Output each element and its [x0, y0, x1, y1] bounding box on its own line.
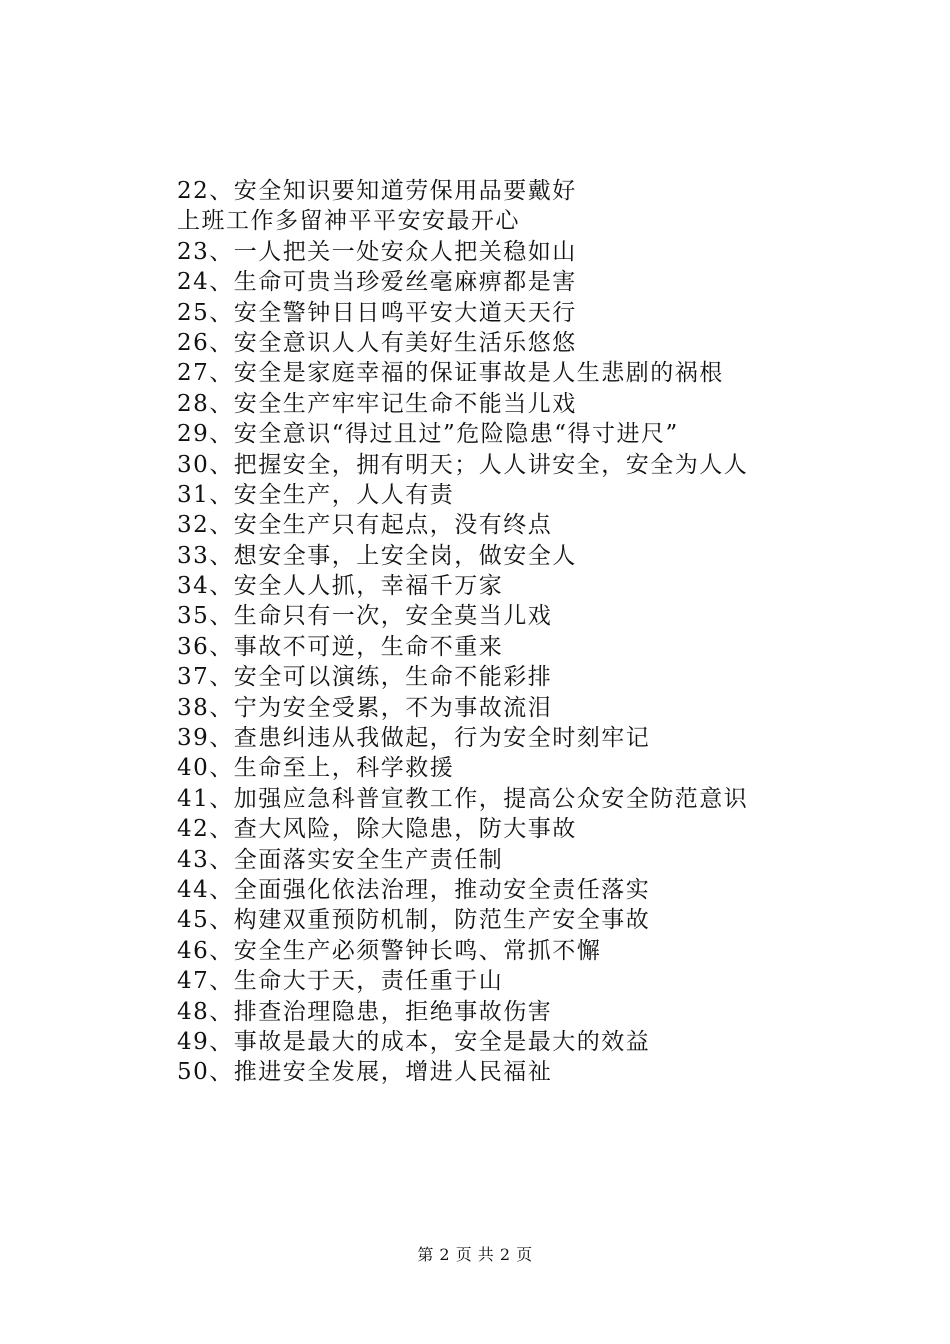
slogan-line: 23、一人把关一处安众人把关稳如山	[177, 238, 577, 265]
slogan-line: 25、安全警钟日日鸣平安大道天天行	[177, 299, 577, 326]
slogan-line: 48、排查治理隐患，拒绝事故伤害	[177, 998, 553, 1025]
slogan-line: 47、生命大于天，责任重于山	[177, 968, 504, 995]
slogan-line: 34、安全人人抓，幸福千万家	[177, 573, 504, 600]
slogan-line: 37、安全可以演练，生命不能彩排	[177, 664, 553, 691]
slogan-line: 27、安全是家庭幸福的保证事故是人生悲剧的祸根	[177, 360, 724, 387]
slogan-line: 35、生命只有一次，安全莫当儿戏	[177, 603, 553, 630]
slogan-line: 38、宁为安全受累，不为事故流泪	[177, 694, 553, 721]
slogan-line: 42、查大风险，除大隐患，防大事故	[177, 816, 577, 843]
slogan-line: 28、安全生产牢牢记生命不能当儿戏	[177, 390, 577, 417]
slogan-line: 33、想安全事，上安全岗，做安全人	[177, 542, 577, 569]
page-footer: 第 2 页 共 2 页	[417, 1245, 533, 1264]
slogan-line: 31、安全生产，人人有责	[177, 481, 455, 508]
slogan-line: 41、加强应急科普宣教工作，提高公众安全防范意识	[177, 785, 749, 812]
slogan-line: 45、构建双重预防机制，防范生产安全事故	[177, 907, 651, 934]
slogan-line: 44、全面强化依法治理，推动安全责任落实	[177, 876, 651, 903]
slogan-line: 30、把握安全，拥有明天；人人讲安全，安全为人人	[177, 451, 749, 478]
slogan-line: 32、安全生产只有起点，没有终点	[177, 512, 553, 539]
slogan-line: 49、事故是最大的成本，安全是最大的效益	[177, 1028, 651, 1055]
slogan-line: 43、全面落实安全生产责任制	[177, 846, 504, 873]
slogan-line: 50、推进安全发展，增进人民福祉	[177, 1059, 553, 1086]
slogan-line: 36、事故不可逆，生命不重来	[177, 633, 504, 660]
slogan-list	[177, 176, 748, 1088]
slogan-line: 26、安全意识人人有美好生活乐悠悠	[177, 329, 577, 356]
slogan-line: 22、安全知识要知道劳保用品要戴好	[177, 178, 577, 204]
slogan-line: 29、安全意识“得过且过”危险隐患“得寸进尺”	[177, 421, 679, 448]
slogan-line: 上班工作多留神平平安安最开心	[177, 208, 520, 235]
slogan-line: 40、生命至上，科学救援	[177, 755, 455, 782]
slogan-line: 24、生命可贵当珍爱丝毫麻痹都是害	[177, 269, 577, 296]
slogan-line: 39、查患纠违从我做起，行为安全时刻牢记	[177, 725, 651, 752]
slogan-line: 46、安全生产必须警钟长鸣、常抓不懈	[177, 937, 602, 964]
